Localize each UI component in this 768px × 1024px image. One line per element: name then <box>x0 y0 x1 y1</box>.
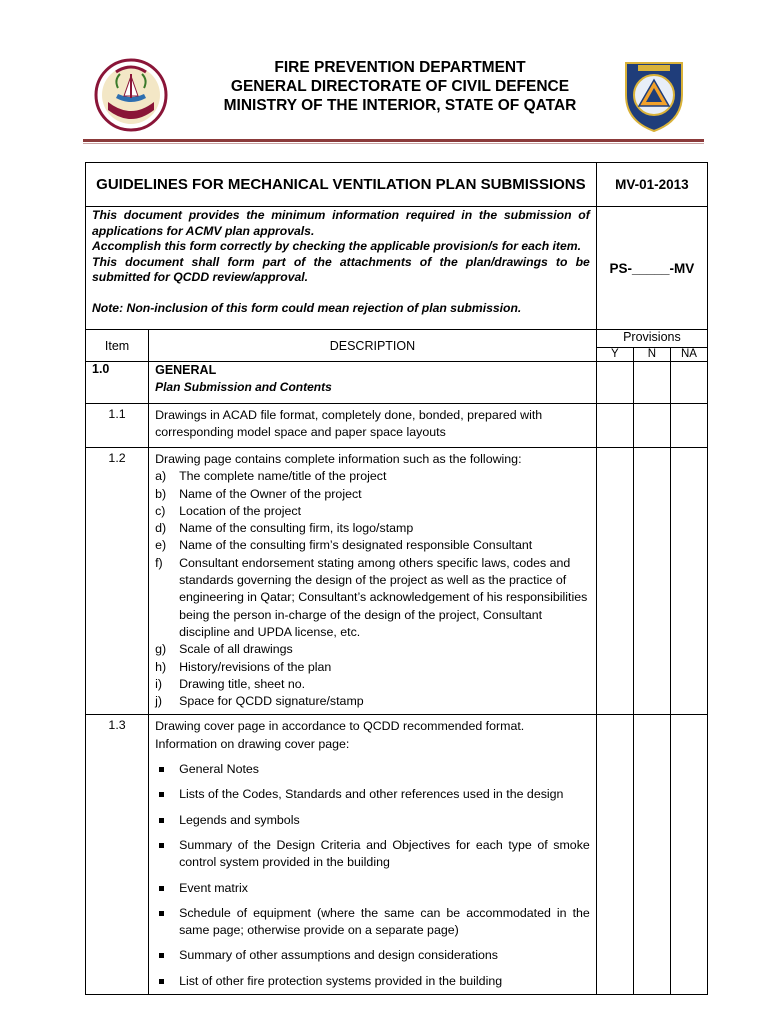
civil-defence-shield-icon <box>620 55 688 133</box>
item-number: 1.3 <box>86 715 149 995</box>
section-heading <box>149 362 597 404</box>
cover-page-info-list <box>155 761 590 990</box>
list-item: d) Name of the consulting firm, its logo/stamp <box>155 521 414 536</box>
list-item: i) Drawing title, sheet no. <box>155 676 306 691</box>
column-header-provisions: Provisions <box>596 330 707 348</box>
form-intro-row <box>86 207 708 330</box>
drawing-info-list <box>155 468 590 710</box>
checkbox-y[interactable] <box>596 404 633 448</box>
qatar-emblem-icon <box>94 58 168 132</box>
section-number: 1.0 <box>86 362 149 404</box>
header-divider-thin <box>83 143 704 144</box>
checkbox-y[interactable] <box>596 362 633 404</box>
item-description <box>149 448 597 715</box>
form-instructions <box>86 207 597 330</box>
item-description <box>149 715 597 995</box>
department-header <box>200 58 600 115</box>
list-item: Legends and symbols <box>155 812 590 829</box>
header-line-ministry: MINISTRY OF THE INTERIOR, STATE OF QATAR <box>223 97 577 114</box>
item-description: Drawings in ACAD file format, completely done, bonded, prepared with corresponding model space and paper space layouts <box>149 404 597 448</box>
section-row <box>86 362 708 404</box>
section-subtitle: Plan Submission and Contents <box>155 380 332 394</box>
column-header-y: Y <box>596 348 633 362</box>
checkbox-n[interactable] <box>633 715 670 995</box>
form-code: MV-01-2013 <box>596 163 707 207</box>
list-item: j) Space for QCDD signature/stamp <box>155 694 364 709</box>
item-row-1-1 <box>86 404 708 448</box>
checkbox-na[interactable] <box>670 362 707 404</box>
list-item: List of other fire protection systems provided in the building <box>155 973 590 990</box>
list-item: Lists of the Codes, Standards and other references used in the design <box>155 786 590 803</box>
column-header-description: DESCRIPTION <box>149 330 597 362</box>
intro-note: Note: Non-inclusion of this form could mean rejection of plan submission. <box>92 300 522 315</box>
intro-accomplish: Accomplish this form correctly by checking the applicable provision/s for each item. <box>92 239 581 253</box>
list-item: General Notes <box>155 761 590 778</box>
submission-form-table <box>85 162 708 995</box>
column-header-item: Item <box>86 330 149 362</box>
list-item: Summary of other assumptions and design considerations <box>155 947 590 964</box>
list-item: c) Location of the project <box>155 503 302 518</box>
civil-defence-logo <box>620 55 688 133</box>
list-item: a) The complete name/title of the project <box>155 469 387 484</box>
list-item: g) Scale of all drawings <box>155 642 293 657</box>
ps-number-field[interactable]: PS-_____-MV <box>596 207 707 330</box>
form-title-row <box>86 163 708 207</box>
intro-attachment: This document shall form part of the attachments of the plan/drawings to be submitted for QCDD review/approval. <box>92 254 590 284</box>
checkbox-y[interactable] <box>596 715 633 995</box>
item-row-1-3 <box>86 715 708 995</box>
header-divider <box>83 139 704 142</box>
checkbox-n[interactable] <box>633 404 670 448</box>
checkbox-n[interactable] <box>633 362 670 404</box>
column-header-n: N <box>633 348 670 362</box>
column-header-row <box>86 330 708 348</box>
item-number: 1.2 <box>86 448 149 715</box>
list-item: Event matrix <box>155 880 590 897</box>
section-title: GENERAL <box>155 363 217 377</box>
list-item: f) Consultant endorsement stating among others specific laws, codes and standards governing the design of the project as well as the practice of engineering in Qatar; Consultant’s acknowledgement of his responsibilities being the person in-charge of the design of the project, Consultant discipline and UPDA license, etc. <box>155 555 588 639</box>
checkbox-n[interactable] <box>633 448 670 715</box>
item-number: 1.1 <box>86 404 149 448</box>
item-intro: Drawing page contains complete information such as the following: <box>155 452 522 466</box>
list-item: Summary of the Design Criteria and Objectives for each type of smoke control system provided in the building <box>155 837 590 872</box>
qatar-emblem-logo <box>94 58 168 132</box>
form-title: GUIDELINES FOR MECHANICAL VENTILATION PLAN SUBMISSIONS <box>86 163 597 207</box>
intro-purpose: This document provides the minimum information required in the submission of applications for ACMV plan approvals. <box>92 208 590 238</box>
item-intro-secondary: Information on drawing cover page: <box>155 736 350 751</box>
column-header-na: NA <box>670 348 707 362</box>
item-row-1-2 <box>86 448 708 715</box>
checkbox-y[interactable] <box>596 448 633 715</box>
item-intro: Drawing cover page in accordance to QCDD recommended format. <box>155 719 525 734</box>
list-item: b) Name of the Owner of the project <box>155 486 362 501</box>
header-line-department: FIRE PREVENTION DEPARTMENT <box>274 59 526 76</box>
list-item: h) History/revisions of the plan <box>155 659 332 674</box>
list-item: Schedule of equipment (where the same can be accommodated in the same page; otherwise provide on a separate page) <box>155 905 590 940</box>
checkbox-na[interactable] <box>670 715 707 995</box>
checkbox-na[interactable] <box>670 448 707 715</box>
list-item: e) Name of the consulting firm’s designated responsible Consultant <box>155 538 533 553</box>
checkbox-na[interactable] <box>670 404 707 448</box>
header-line-directorate: GENERAL DIRECTORATE OF CIVIL DEFENCE <box>230 78 570 95</box>
